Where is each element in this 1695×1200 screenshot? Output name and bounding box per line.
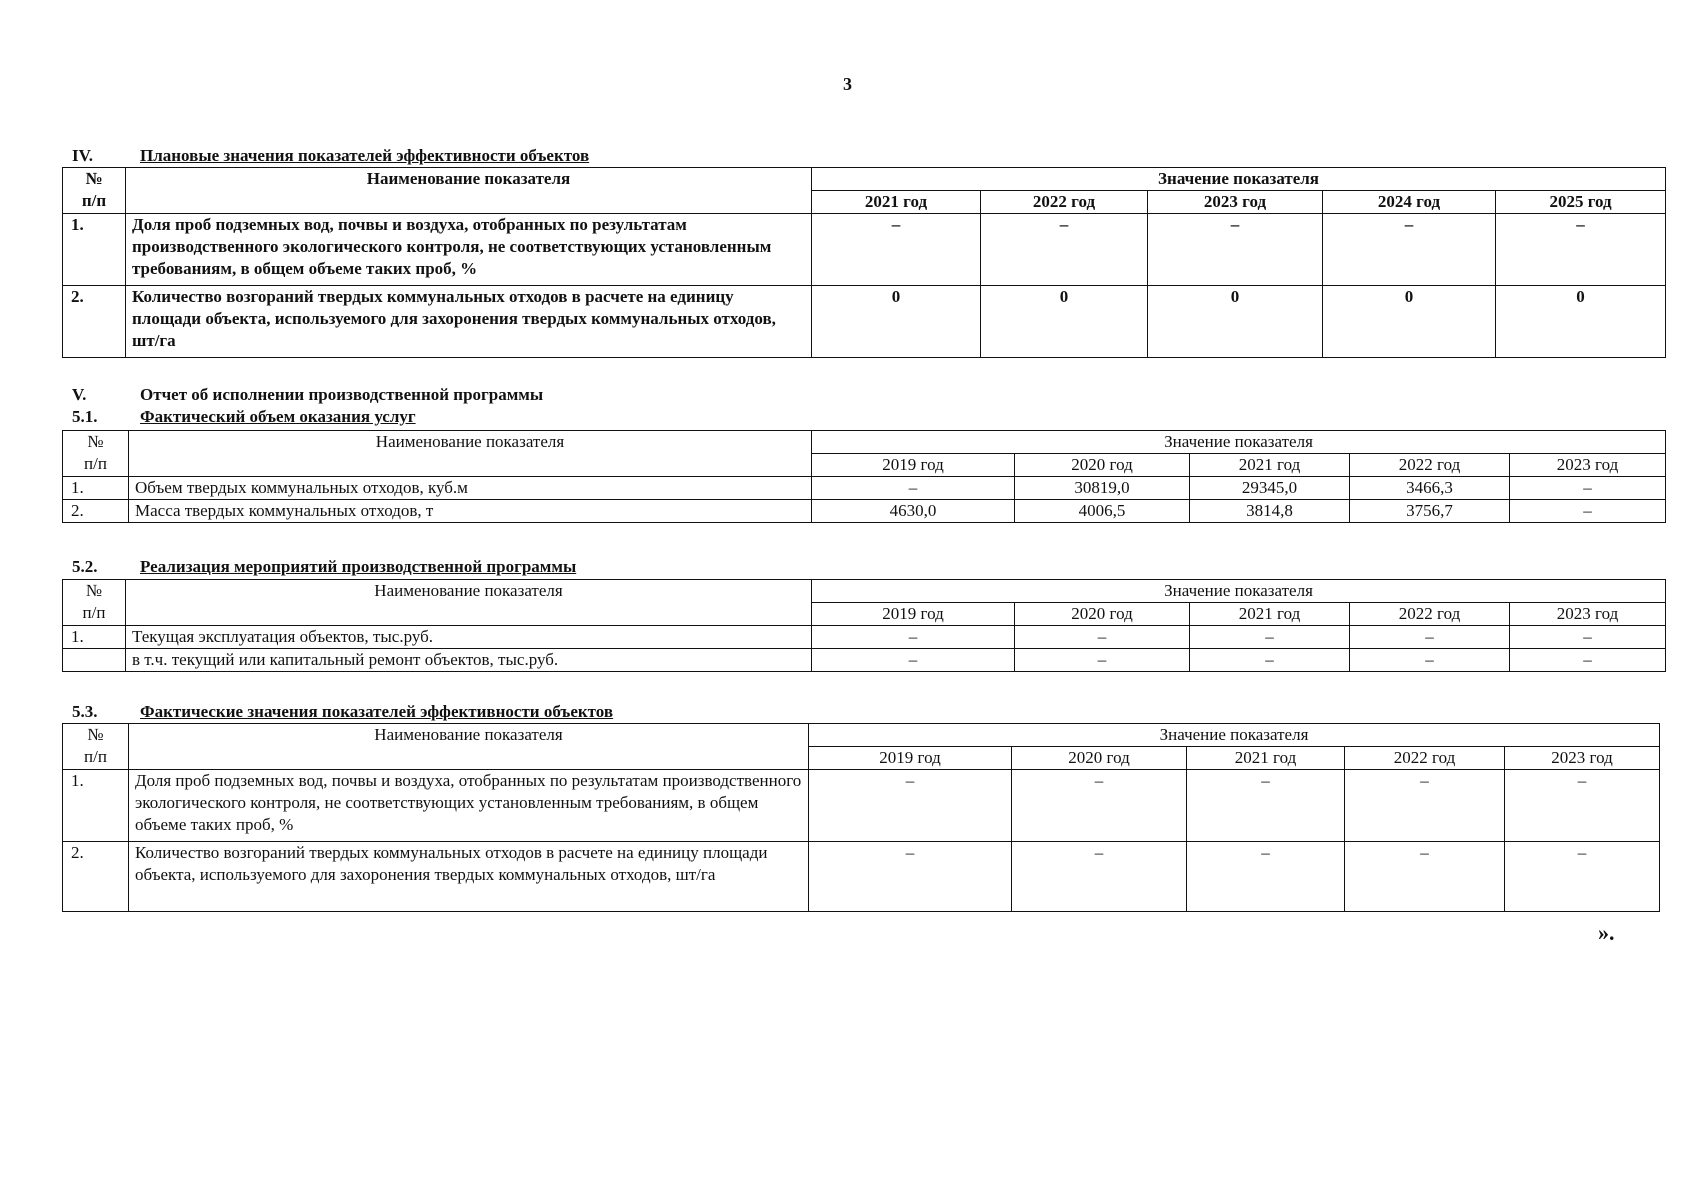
row-name: Объем твердых коммунальных отходов, куб.м — [129, 477, 812, 500]
year-header: 2022 год — [1345, 747, 1505, 770]
section-heading-5-3 — [72, 702, 613, 722]
col-number-header: № п/п — [63, 580, 126, 626]
row-value: 30819,0 — [1015, 477, 1190, 500]
row-value: – — [1345, 842, 1505, 912]
row-value: 4006,5 — [1015, 500, 1190, 523]
row-value: – — [1187, 842, 1345, 912]
value-header: Значение показателя — [812, 168, 1666, 191]
row-name: Количество возгораний твердых коммунальных отходов в расчете на единицу площади объекта, используемого для захоронения твердых коммунальных отходов, шт/га — [126, 286, 812, 358]
section-number: 5.3. — [72, 702, 98, 721]
table-row — [63, 214, 1666, 286]
year-header: 2023 год — [1510, 454, 1666, 477]
year-header: 2023 год — [1510, 603, 1666, 626]
table-row — [63, 842, 1660, 912]
year-header: 2021 год — [1190, 454, 1350, 477]
row-value: 3466,3 — [1350, 477, 1510, 500]
section-title: Фактический объем оказания услуг — [140, 407, 416, 426]
row-value: – — [1015, 626, 1190, 649]
table-program-activities — [62, 579, 1666, 672]
value-header: Значение показателя — [809, 724, 1660, 747]
year-header: 2019 год — [809, 747, 1012, 770]
row-name: Текущая эксплуатация объектов, тыс.руб. — [126, 626, 812, 649]
col-number-header: № п/п — [63, 724, 129, 770]
row-name: в т.ч. текущий или капитальный ремонт объектов, тыс.руб. — [126, 649, 812, 672]
section-heading-iv — [72, 146, 589, 166]
row-value: – — [1187, 770, 1345, 842]
col-number-header: № п/п — [63, 168, 126, 214]
table-row — [63, 477, 1666, 500]
col-name-header: Наименование показателя — [129, 431, 812, 477]
row-value: – — [1350, 626, 1510, 649]
table-row — [63, 649, 1666, 672]
row-value: – — [1323, 214, 1496, 286]
year-header: 2022 год — [1350, 454, 1510, 477]
row-value: – — [1510, 477, 1666, 500]
row-value: – — [1012, 842, 1187, 912]
col-name-header: Наименование показателя — [126, 580, 812, 626]
row-value: – — [809, 770, 1012, 842]
table-row — [63, 770, 1660, 842]
section-number: 5.2. — [72, 557, 98, 576]
value-header: Значение показателя — [812, 431, 1666, 454]
row-value: 3814,8 — [1190, 500, 1350, 523]
row-value: – — [1190, 649, 1350, 672]
year-header: 2019 год — [812, 454, 1015, 477]
row-value: 29345,0 — [1190, 477, 1350, 500]
section-title: Отчет об исполнении производственной программы — [140, 385, 544, 404]
year-header: 2020 год — [1012, 747, 1187, 770]
row-number: 1. — [63, 214, 126, 286]
col-name-header: Наименование показателя — [126, 168, 812, 214]
row-name: Доля проб подземных вод, почвы и воздуха, отобранных по результатам производственного экологического контроля, не соответствующих установленным требованиям, в общем объеме таких проб, % — [129, 770, 809, 842]
year-header: 2023 год — [1148, 191, 1323, 214]
section-heading-5-2 — [72, 557, 576, 577]
section-number: 5.1. — [72, 407, 98, 426]
row-value: – — [812, 649, 1015, 672]
row-value: – — [1350, 649, 1510, 672]
row-value: – — [1012, 770, 1187, 842]
row-value: – — [1015, 649, 1190, 672]
row-value: – — [1505, 770, 1660, 842]
row-value: – — [1345, 770, 1505, 842]
row-value: – — [1510, 500, 1666, 523]
year-header: 2022 год — [981, 191, 1148, 214]
section-heading-v — [72, 385, 543, 405]
value-header: Значение показателя — [812, 580, 1666, 603]
row-value: 0 — [812, 286, 981, 358]
year-header: 2021 год — [1190, 603, 1350, 626]
section-heading-5-1 — [72, 407, 416, 427]
section-number: V. — [72, 385, 87, 404]
row-value: – — [812, 477, 1015, 500]
col-name-header: Наименование показателя — [129, 724, 809, 770]
row-name: Количество возгораний твердых коммунальных отходов в расчете на единицу площади объекта, используемого для захоронения твердых коммунальных отходов, шт/га — [129, 842, 809, 912]
row-number: 2. — [63, 842, 129, 912]
row-value: – — [1510, 626, 1666, 649]
table-row — [63, 626, 1666, 649]
row-value: 3756,7 — [1350, 500, 1510, 523]
section-title: Фактические значения показателей эффективности объектов — [140, 702, 614, 721]
year-header: 2025 год — [1496, 191, 1666, 214]
table-row — [63, 500, 1666, 523]
row-value: – — [1190, 626, 1350, 649]
row-number: 1. — [63, 477, 129, 500]
row-value: – — [809, 842, 1012, 912]
year-header: 2020 год — [1015, 454, 1190, 477]
row-value: 0 — [1148, 286, 1323, 358]
row-value: – — [1505, 842, 1660, 912]
row-value: – — [812, 626, 1015, 649]
col-number-header: № п/п — [63, 431, 129, 477]
row-value: – — [1496, 214, 1666, 286]
row-name: Масса твердых коммунальных отходов, т — [129, 500, 812, 523]
row-number: 1. — [63, 770, 129, 842]
year-header: 2023 год — [1505, 747, 1660, 770]
table-actual-volume — [62, 430, 1666, 523]
year-header: 2022 год — [1350, 603, 1510, 626]
row-name: Доля проб подземных вод, почвы и воздуха, отобранных по результатам производственного экологического контроля, не соответствующих установленным требованиям, в общем объеме таких проб, % — [126, 214, 812, 286]
year-header: 2020 год — [1015, 603, 1190, 626]
row-value: 0 — [1323, 286, 1496, 358]
row-value: – — [812, 214, 981, 286]
table-actual-efficiency — [62, 723, 1660, 912]
row-number: 1. — [63, 626, 126, 649]
row-number — [63, 649, 126, 672]
table-row — [63, 286, 1666, 358]
year-header: 2021 год — [1187, 747, 1345, 770]
row-value: 0 — [1496, 286, 1666, 358]
section-title: Реализация мероприятий производственной программы — [140, 557, 577, 576]
row-value: 0 — [981, 286, 1148, 358]
year-header: 2019 год — [812, 603, 1015, 626]
closing-quote: ». — [1598, 920, 1615, 945]
table-planned-efficiency — [62, 167, 1666, 358]
section-title: Плановые значения показателей эффективности объектов — [140, 146, 590, 165]
year-header: 2021 год — [812, 191, 981, 214]
row-number: 2. — [63, 500, 129, 523]
page-number: 3 — [843, 74, 852, 94]
row-value: 4630,0 — [812, 500, 1015, 523]
row-number: 2. — [63, 286, 126, 358]
year-header: 2024 год — [1323, 191, 1496, 214]
row-value: – — [1510, 649, 1666, 672]
section-number: IV. — [72, 146, 93, 165]
row-value: – — [981, 214, 1148, 286]
row-value: – — [1148, 214, 1323, 286]
